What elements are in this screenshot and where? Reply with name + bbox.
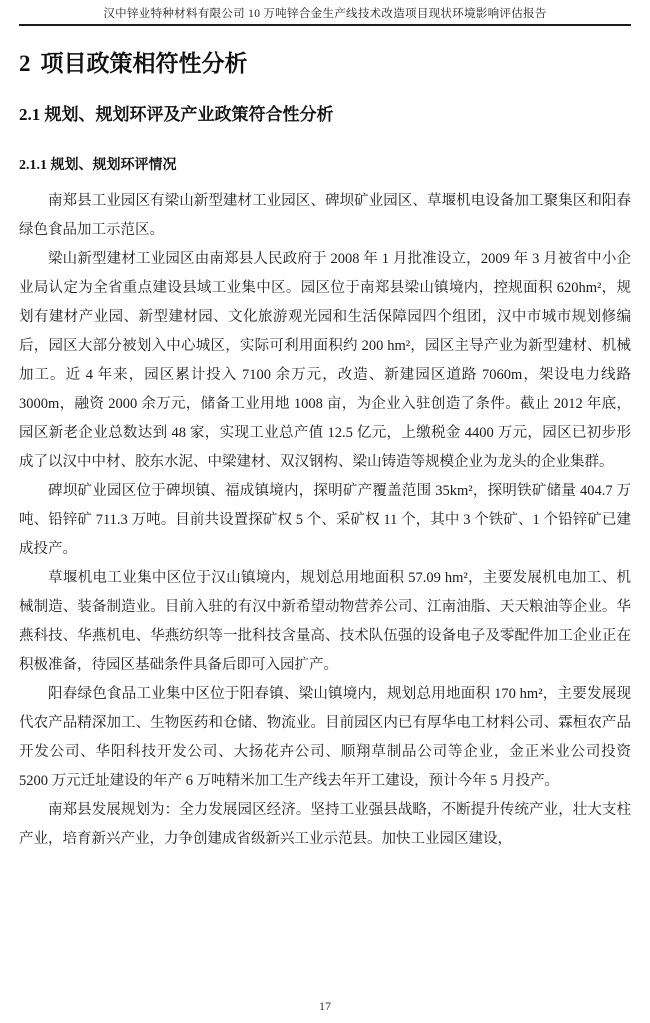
- running-header: 汉中锌业特种材料有限公司 10 万吨锌合金生产线技术改造项目现状环境影响评估报告: [103, 8, 547, 20]
- chapter-title: 项目政策相符性分析: [40, 51, 248, 76]
- paragraph: 草堰机电工业集中区位于汉山镇境内，规划总用地面积 57.09 hm²，主要发展机电加工、机械制造、装备制造业。目前入驻的有汉中新希望动物营养公司、江南油脂、天天粮油等企业。华燕科技、华燕机电、华燕纺织等一批科技含量高、技术队伍强的设备电子及零配件加工企业正在积极准备，待园区基础条件具备后即可入园扩产。: [19, 570, 631, 673]
- paragraph: 南郑县工业园区有梁山新型建材工业园区、碑坝矿业园区、草堰机电设备加工聚集区和阳春绿色食品加工示范区。: [19, 193, 631, 238]
- page-number: 17: [319, 999, 331, 1013]
- header-rule: [19, 24, 631, 26]
- chapter-number: 2: [19, 51, 31, 76]
- section-heading: 2.1 规划、规划环评及产业政策符合性分析: [19, 105, 334, 124]
- paragraph: 阳春绿色食品工业集中区位于阳春镇、梁山镇境内，规划总用地面积 170 hm²，主要发展现代农产品精深加工、生物医药和仓储、物流业。目前园区内已有厚华电工材料公司、霖桓农产品开发公司、华阳科技开发公司、大扬花卉公司、顺翔草制品公司等企业，金正米业公司投资 5200 万元迁址建设的年产 6 万吨精米加工生产线去年开工建设，预计今年 5 月投产。: [19, 686, 631, 789]
- chapter-heading: [19, 49, 631, 79]
- subsection-heading: 2.1.1 规划、规划环评情况: [19, 158, 177, 173]
- paragraph: 碑坝矿业园区位于碑坝镇、福成镇境内，探明矿产覆盖范围 35km²，探明铁矿储量 404.7 万吨、铅锌矿 711.3 万吨。目前共设置探矿权 5 个、采矿权 11 个，其中 3 个铁矿、1 个铅锌矿已建成投产。: [19, 483, 631, 557]
- paragraph: 南郑县发展规划为：全力发展园区经济。坚持工业强县战略，不断提升传统产业，壮大支柱产业，培育新兴产业，力争创建成省级新兴工业示范县。加快工业园区建设，: [19, 802, 631, 847]
- paragraph: 梁山新型建材工业园区由南郑县人民政府于 2008 年 1 月批准设立，2009 年 3 月被省中小企业局认定为全省重点建设县域工业集中区。园区位于南郑县梁山镇境内，控规面积 620hm²，规划有建材产业园、新型建材园、文化旅游观光园和生活保障园四个组团，汉中市城市规划修编后，园区大部分被划入中心城区，实际可利用面积约 200 hm²，园区主导产业为新型建材、机械加工。近 4 年来，园区累计投入 7100 余万元，改造、新建园区道路 7060m，架设电力线路 3000m，融资 2000 余万元，储备工业用地 1008 亩，为企业入驻创造了条件。截止 2012 年底，园区新老企业总数达到 48 家，实现工业总产值 12.5 亿元，上缴税金 4400 万元，园区已初步形成了以汉中中材、胶东水泥、中梁建材、双汉钢构、梁山铸造等规模企业为龙头的企业集群。: [19, 251, 631, 470]
- body-text: [19, 187, 631, 854]
